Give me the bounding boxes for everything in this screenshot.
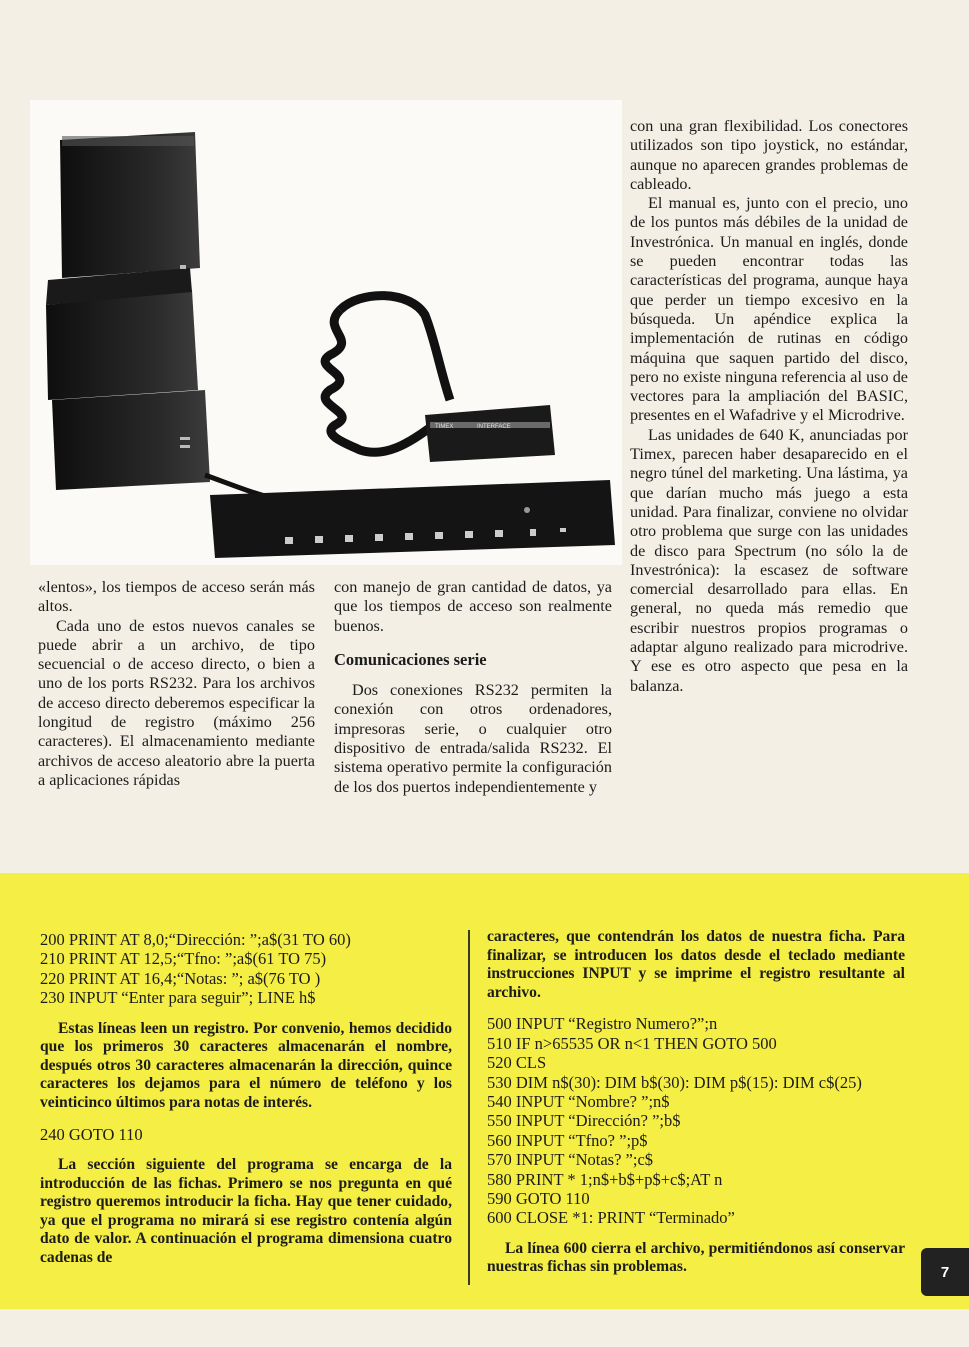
interface-module [425,405,555,462]
code-line: 230 INPUT “Enter para seguir”; LINE h$ [40,988,316,1008]
code-line: 520 CLS [487,1053,547,1073]
listing-explanation: La línea 600 cierra el archivo, permitiéndonos así conservar nuestras fichas sin problemas. [487,1239,905,1276]
article-paragraph: Las unidades de 640 K, anunciadas por Timex, parecen haber desaparecido en el negro túnel del marketing. Una lástima, ya que darían mucho más juego a esta unidad. Para finalizar, conviene no olvidar otro problema que surge con las unidades de disco para Spectrum (no sólo la de Investrónica): la escasez de software comercial desarrollado para ellas. En general, no queda más remedio que escribir nuestros propios programas o adaptar alguno realizado para microdrive. Y ese es otro aspecto que pesa en la balanza. [630,425,908,695]
listing-explanation: La sección siguiente del programa se encarga de la introducción de las fichas. Primero se nos pregunta en qué registro queremos introducir la ficha. Hay que tener cuidado, ya que el programa no mirará si ese registro contenía algún dato de valor. A continuación el programa dimensiona cuatro cadenas de [40,1156,452,1266]
code-line: 240 GOTO 110 [40,1124,143,1144]
listing-explanation: Estas líneas leen un registro. Por convenio, hemos decidido que los primeros 30 caracteres almacenarán el nombre, después otros 30 caracteres almacenarán la dirección, quince caracteres los dejamos para el número de teléfono y los veinticinco últimos para notas de interés. [40,1019,452,1111]
code-line: 540 INPUT “Nombre? ”;n$ [487,1092,670,1111]
code-line: 590 GOTO 110 [487,1189,590,1209]
column-divider [468,930,470,1285]
page-number: 7 [921,1248,969,1296]
code-line: 530 DIM n$(30): DIM b$(30): DIM p$(15): DIM c$(25) [487,1072,862,1092]
article-paragraph: con una gran flexibilidad. Los conectores utilizados son tipo joystick, no estándar, aunque no aparecen grandes problemas de cableado. [630,117,908,193]
coiled-cable [325,310,440,452]
code-line: 580 PRINT * 1;n$+b$+p$+c$;AT n [487,1169,723,1189]
listing-column-right [487,928,905,1277]
code-line: 560 INPUT “Tfno? ”;p$ [487,1130,648,1150]
article-paragraph: El manual es, junto con el precio, uno de los puntos más débiles de la unidad de Investrónica. Un manual en inglés, donde se pueden encontrar todas las características del programa, aunque haya que perder un tiempo excesivo en la búsqueda. Un apéndice explica la implementación de rutinas en código máquina que saquen partido del disco, pero no existe ninguna referencia al uso de vectores para la ampliación del BASIC, presentes en el Wafadrive y el Microdrive. [630,194,908,425]
code-line: 500 INPUT “Registro Numero?”;n [487,1014,718,1034]
drive-unit-top [60,132,200,278]
code-line: 200 PRINT AT 8,0;“Dirección: ”;a$(31 TO 60) [40,930,351,949]
section-heading: Comunicaciones serie [334,649,487,669]
svg-text:INTERFACE: INTERFACE [477,424,511,430]
code-line: 220 PRINT AT 16,4;“Notas: ”; a$(76 TO ) [40,968,321,988]
article-column-1 [38,578,315,790]
svg-text:TIMEX: TIMEX [435,424,454,430]
article-paragraph: Cada uno de estos nuevos canales se puede abrir a un archivo, de tipo secuencial o de acceso directo, o bien a uno de los ports RS232. Para los archivos de acceso directo deberemos especificar la longitud de registro (máximo 256 caracteres). El almacenamiento mediante archivos de acceso aleatorio abre la puerta a aplicaciones rápidas [38,616,315,789]
disk-drive-illustration [30,100,622,565]
article-paragraph: Dos conexiones RS232 permiten la conexión con otros ordenadores, impresoras serie, o cualquier otro dispositivo de entrada/salida RS232. El sistema operativo permite la configuración de los dos puertos independientemente y [334,681,612,796]
listing-explanation: caracteres, que contendrán los datos de nuestra ficha. Para finalizar, se introducen los datos desde el teclado mediante instrucciones INPUT y se imprime el registro resultante al archivo. [487,928,905,1001]
product-photo [30,100,622,565]
code-line: 210 PRINT AT 12,5;“Tfno: ”;a$(61 TO 75) [40,949,327,969]
code-line: 510 IF n>65535 OR n<1 THEN GOTO 500 [487,1033,777,1053]
article-paragraph: «lentos», los tiempos de acceso serán más altos. [38,578,315,616]
article-column-2 [334,578,612,797]
code-line: 600 CLOSE *1: PRINT “Terminado” [487,1208,735,1228]
article-column-3 [630,117,908,696]
article-paragraph: con manejo de gran cantidad de datos, ya que los tiempos de acceso son realmente buenos. [334,578,612,635]
spectrum-base-unit [210,480,615,558]
code-line: 570 INPUT “Notas? ”;c$ [487,1150,654,1170]
drive-unit-middle [46,290,198,400]
code-line: 550 INPUT “Dirección? ”;b$ [487,1111,681,1131]
listing-column-left [40,930,452,1268]
